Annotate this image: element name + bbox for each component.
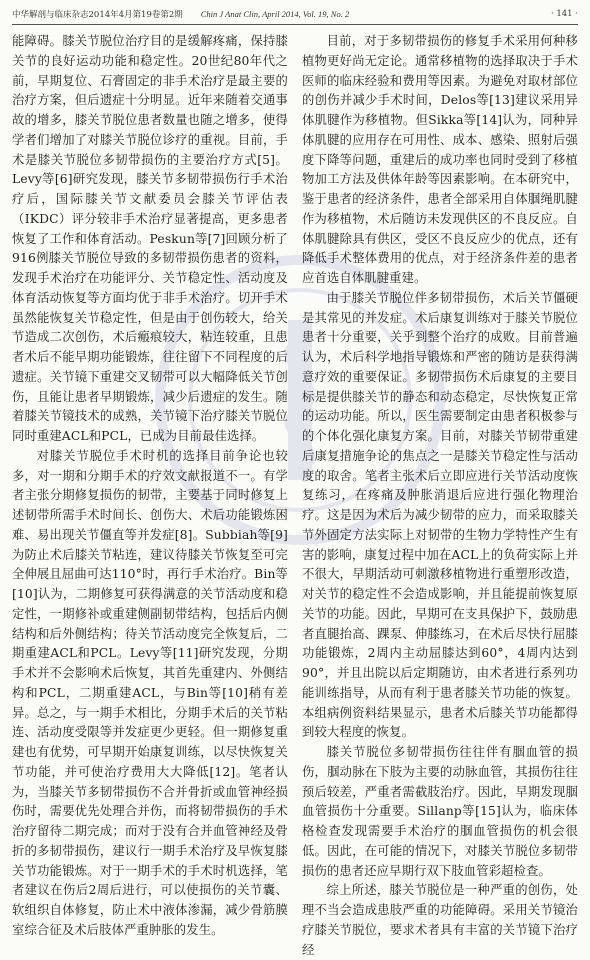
right-column — [302, 32, 578, 957]
journal-title-cn: 中华解剖与临床杂志2014年4月第19卷第2期 — [12, 10, 183, 20]
paragraph: 由于膝关节脱位伴多韧带损伤，术后关节僵硬是其常见的并发症。术后康复训练对于膝关节脱位患者十分重要，关乎到整个治疗的成败。目前普遍认为，术后科学地指导锻炼和严密的随访是获得满意疗效的重要保证。多韧带损伤术后康复的主要目标是提供膝关节的静态和动态稳定，尽快恢复正常的运动功能。所以，医生需要制定由患者积极参与的个体化强化康复方案。目前，对膝关节韧带重建后康复措施争论的焦点之一是膝关节稳定性与活动度的取舍。笔者主张术后立即应进行关节活动度恢复练习，在疼痛及肿胀消退后应进行强化物理治疗。这是因为术后为减少韧带的应力，而采取膝关节外固定方法实际上对韧带的生物力学特性产生有害的影响，康复过程中加在ACL上的负荷实际上并不很大，早期活动可刺激移植物进行重塑形改造，对关节的稳定性不会造成影响，并且能提前恢复原关节的功能。因此，早期可在支具保护下，鼓励患者直腿抬高、踝泵、伸膝练习，在术后尽快行屈膝功能锻炼，2周内主动屈膝达到60°，4周内达到90°，并且出院以后定期随访，由术者进行系列功能训练指导，从而有利于患者膝关节功能的恢复。本组病例资料结果显示，患者术后膝关节功能都得到较大程度的恢复。 — [302, 290, 578, 740]
paragraph: 综上所述，膝关节脱位是一种严重的创伤，处理不当会造成患肢严重的功能障碍。采用关节镜治疗膝关节脱位，要求术者具有丰富的关节镜下治疗经 — [302, 883, 578, 957]
paragraph: 膝关节脱位多韧带损伤往往伴有腘血管的损伤，腘动脉在下肢为主要的动脉血管，其损伤往往预后较差，严重者需截肢治疗。因此，早期发现腘血管损伤十分重要。Sillanp等[15]认为，临床体格检查发现需要手术治疗的腘血管损伤的机会很低。因此，在可能的情况下，对膝关节脱位多韧带损伤的患者还应早期行双下肢血管彩超检查。 — [302, 745, 578, 878]
page-number: · 141 · — [550, 9, 578, 19]
article-body — [12, 32, 578, 957]
paragraph: 目前，对于多韧带损伤的修复手术采用何种移植物更好尚无定论。通常移植物的选择取决于手术医师的临床经验和费用等因素。为避免对取材部位的创伤并减少手术时间，Delos等[13]建议采用异体肌腱作为移植物。但Sikka等[14]认为，同种异体肌腱的应用存在可用性、成本、感染、照射后强度下降等问题，重建后的成功率也同时受到了移植物加工方法及供体年龄等因素影响。在本研究中，鉴于患者的经济条件，患者全部采用自体腘绳肌腱作为移植物，术后随访未发现供区的不良反应。自体肌腱除具有供区，受区不良反应少的优点，还有降低手术整体费用的优点，对于经济条件差的患者应首选自体肌腱重建。 — [302, 34, 578, 285]
left-column — [12, 32, 288, 937]
paragraph: 对膝关节脱位手术时机的选择目前争论也较多，对一期和分期手术的疗效文献报道不一。有学者主张分期修复损伤的韧带，主要基于同时修复上述韧带所需手术时间长、创伤大、术后功能锻炼困难、易出现关节僵直等并发症[8]。Subbiah等[9]为防止术后膝关节粘连，建议待膝关节恢复至可完全伸展且屈曲可达110°时，再行手术治疗。Bin等[10]认为，二期修复可获得满意的关节活动度和稳定性，一期修补或重建侧副韧带结构，包括后内侧结构和后外侧结构；待关节活动度完全恢复后，二期重建ACL和PCL。Levy等[11]研究发现，分期手术并不会影响术后恢复，其首先重建内、外侧结构和PCL，二期重建ACL，与Bin等[10]稍有差异。总之，与一期手术相比，分期手术后的关节粘连、活动度受限等并发症更少更轻。但一期修复重建也有优势，可早期开始康复训练，以尽快恢复关节功能，并可使治疗费用大大降低[12]。笔者认为，当膝关节多韧带损伤不合并骨折或血管神经损伤时，需要优先处理合并伤，而将韧带损伤的手术治疗留待二期完成；而对于没有合并血管神经及骨折的多韧带损伤，建议行一期手术治疗及早恢复膝关节功能锻炼。对于一期手术的手术时机选择，笔者建议在伤后2周后进行，可以使损伤的关节囊、软组织自体修复，防止术中液体渗漏，减少骨筋膜室综合征及术后肢体严重肿胀的发生。 — [12, 448, 288, 937]
journal-title-en: Chin J Anat Clin, April 2014, Vol. 19, No. 2 — [200, 9, 350, 19]
running-header — [12, 6, 578, 22]
header-rule — [12, 24, 578, 25]
paragraph: 能障碍。膝关节脱位治疗目的是缓解疼痛，保持膝关节的良好运动功能和稳定性。20世纪80年代之前，早期复位、石膏固定的非手术治疗是最主要的治疗方案，但后遗症十分明显。近年来随着交通事故的增多，膝关节脱位患者数量也随之增多，使得学者们增加了对膝关节脱位诊疗的重视。目前，手术是膝关节脱位多韧带损伤的主要治疗方式[5]。Levy等[6]研究发现，膝关节多韧带损伤行手术治疗后，国际膝关节文献委员会膝关节评估表（IKDC）评分较非手术治疗显著提高，更多患者恢复了工作和体育活动。Peskun等[7]回顾分析了916例膝关节脱位导致的多韧带损伤患者的资料，发现手术治疗在功能评分、关节稳定性、活动度及体育活动恢复等方面均优于非手术治疗。切开手术虽然能恢复关节稳定性，但是由于创伤较大，给关节造成二次创伤，术后瘢痕较大，粘连较重，且患者术后不能早期功能锻炼，往往留下不同程度的后遗症。关节镜下重建交叉韧带可以大幅降低关节创伤，且能让患者早期锻炼，减少后遗症的发生。随着膝关节镜技术的成熟，关节镜下治疗膝关节脱位同时重建ACL和PCL，已成为目前最佳选择。 — [12, 34, 288, 443]
